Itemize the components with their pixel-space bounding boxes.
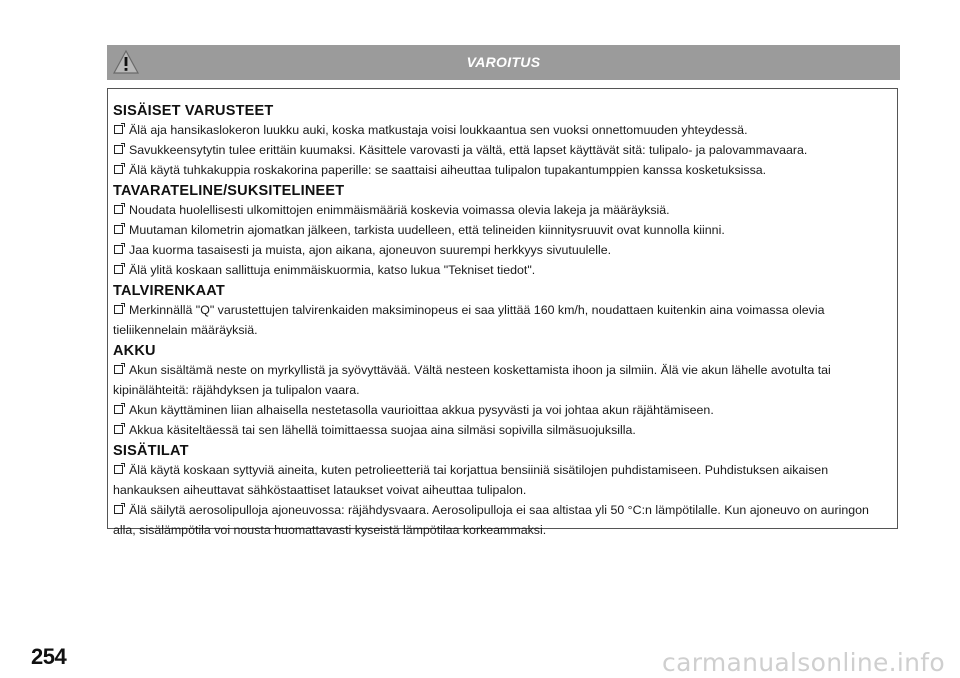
list-item: Noudata huolellisesti ulkomittojen enimmäismääriä koskevia voimassa olevia lakeja ja määräyksiä.: [113, 200, 887, 220]
section-heading: AKKU: [113, 343, 156, 359]
list-item: Älä säilytä aerosolipulloja ajoneuvossa: räjähdysvaara. Aerosolipulloja ei saa altistaa yli 50 °C:n lämpötilalle. Kun ajoneuvo on auringon alla, sisälämpötila voi nousta huomattavasti kyseistä lämpötilaa korkeammaksi.: [113, 503, 869, 537]
watermark: carmanualsonline.info: [662, 648, 945, 677]
list-item: Älä aja hansikaslokeron luukku auki, koska matkustaja voisi loukkaantua sen vuoksi onnettomuuden yhteydessä.: [113, 120, 887, 140]
section-heading: SISÄTILAT: [113, 443, 189, 459]
list-item: Akkua käsiteltäessä tai sen lähellä toimittaessa suojaa aina silmäsi sopivilla silmäsuojuksilla.: [113, 420, 887, 440]
bullet-box-icon: [114, 465, 123, 474]
section-heading: SISÄISET VARUSTEET: [113, 103, 274, 119]
bullet-box-icon: [114, 365, 123, 374]
bullet-box-icon: [114, 145, 123, 154]
bullet-box-icon: [114, 265, 123, 274]
list-item: Älä ylitä koskaan sallittuja enimmäiskuormia, katso lukua "Tekniset tiedot".: [113, 260, 887, 280]
bullet-box-icon: [114, 305, 123, 314]
list-item: Älä käytä tuhkakuppia roskakorina paperille: se saattaisi aiheuttaa tulipalon tupakantumppien kanssa kosketuksissa.: [113, 160, 887, 180]
list-item: Akun sisältämä neste on myrkyllistä ja syövyttävää. Vältä nesteen koskettamista ihoon ja silmiin. Älä vie akun lähelle avotulta tai kipinälähteitä: räjähdyksen ja tulipalon vaara.: [113, 363, 831, 397]
warning-header-bar: [107, 45, 900, 80]
bullet-box-icon: [114, 505, 123, 514]
list-item: Älä käytä koskaan syttyviä aineita, kuten petrolieetteriä tai korjattua bensiiniä sisätilojen puhdistamiseen. Puhdistuksen aikaisen hankauksen aiheuttavat sähköstaattiset lataukset voivat aiheuttaa tulipalon.: [113, 463, 829, 497]
list-item: Akun käyttäminen liian alhaisella nestetasolla vaurioittaa akkua pysyvästi ja voi johtaa akun räjähtämiseen.: [113, 400, 887, 420]
list-item: Jaa kuorma tasaisesti ja muista, ajon aikana, ajoneuvon suurempi herkkyys sivutuulelle.: [113, 240, 887, 260]
section-heading: TALVIRENKAAT: [113, 283, 225, 299]
warning-content-box: [107, 88, 898, 537]
page-number: 254: [31, 644, 67, 669]
bullet-box-icon: [114, 125, 123, 134]
bullet-box-icon: [114, 405, 123, 414]
list-item: Savukkeensytytin tulee erittäin kuumaksi. Käsittele varovasti ja vältä, että lapset käyttävät sitä: tulipalo- ja palovammavaara.: [113, 140, 887, 160]
bullet-box-icon: [114, 205, 123, 214]
bullet-box-icon: [114, 165, 123, 174]
warning-header-title: VAROITUS: [466, 54, 541, 70]
list-item: Muutaman kilometrin ajomatkan jälkeen, tarkista uudelleen, että telineiden kiinnitysruuvit ovat kunnolla kiinni.: [113, 220, 887, 240]
list-item: Merkinnällä "Q" varustettujen talvirenkaiden maksiminopeus ei saa ylittää 160 km/h, noudattaen kuitenkin aina voimassa olevia tieliikennelain määräyksiä.: [113, 303, 825, 337]
bullet-box-icon: [114, 245, 123, 254]
section-heading: TAVARATELINE/SUKSITELINEET: [113, 183, 345, 199]
bullet-box-icon: [114, 425, 123, 434]
bullet-box-icon: [114, 225, 123, 234]
